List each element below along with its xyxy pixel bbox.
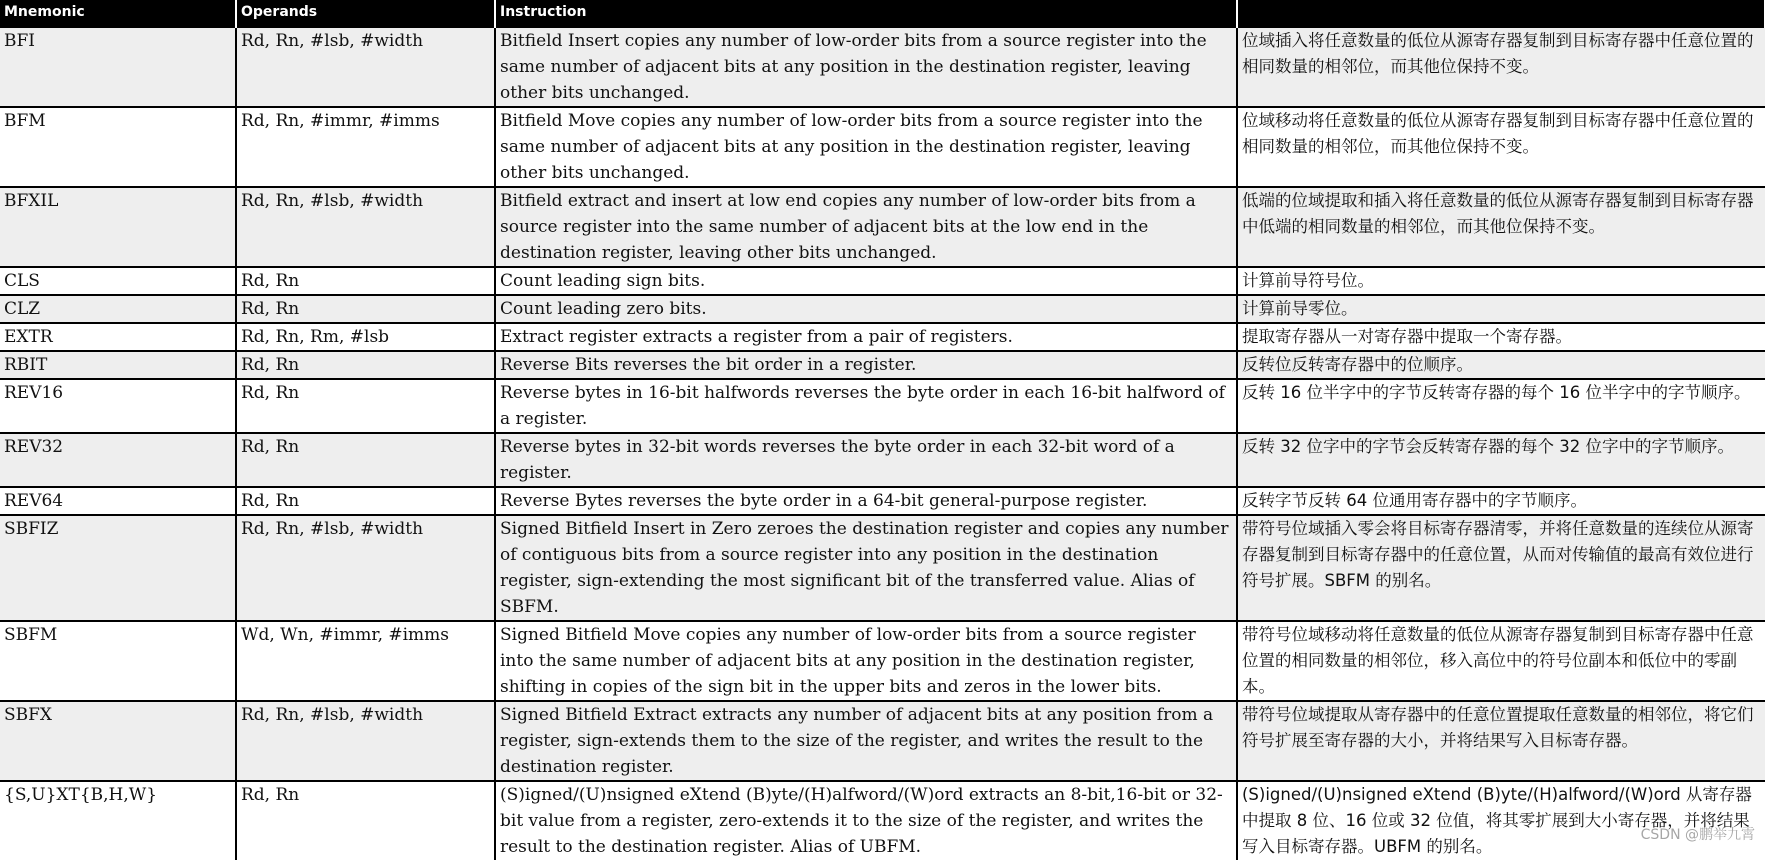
mnemonic-cell: SBFM <box>0 621 236 701</box>
header-mnemonic: Mnemonic <box>0 0 236 27</box>
translation-cell: 反转字节反转 64 位通用寄存器中的字节顺序。 <box>1237 487 1765 515</box>
instruction-cell: Reverse Bytes reverses the byte order in a 64-bit general-purpose register. <box>495 487 1237 515</box>
operands-cell: Rd, Rn, #lsb, #width <box>236 701 495 781</box>
table-row <box>0 27 1765 107</box>
instruction-cell: Extract register extracts a register from a pair of registers. <box>495 323 1237 351</box>
table-row <box>0 351 1765 379</box>
table-row <box>0 701 1765 781</box>
table-row <box>0 621 1765 701</box>
table-row <box>0 267 1765 295</box>
mnemonic-cell: BFM <box>0 107 236 187</box>
translation-cell: (S)igned/(U)nsigned eXtend (B)yte/(H)alfword/(W)ord 从寄存器中提取 8 位、16 位或 32 位值，将其零扩展到大小寄存器，并将结果写入目标寄存器。UBFM 的别名。 <box>1237 781 1765 860</box>
mnemonic-cell: EXTR <box>0 323 236 351</box>
operands-cell: Rd, Rn <box>236 295 495 323</box>
table-row <box>0 487 1765 515</box>
watermark: CSDN @鹏举九霄 <box>1640 827 1755 843</box>
table-row <box>0 295 1765 323</box>
operands-cell: Rd, Rn <box>236 267 495 295</box>
instruction-cell: Reverse bytes in 32-bit words reverses the byte order in each 32-bit word of a register. <box>495 433 1237 487</box>
mnemonic-cell: CLS <box>0 267 236 295</box>
translation-cell: 低端的位域提取和插入将任意数量的低位从源寄存器复制到目标寄存器中低端的相同数量的相邻位，而其他位保持不变。 <box>1237 187 1765 267</box>
table-row <box>0 515 1765 621</box>
mnemonic-cell: REV32 <box>0 433 236 487</box>
translation-cell: 带符号位域提取从寄存器中的任意位置提取任意数量的相邻位，将它们符号扩展至寄存器的大小，并将结果写入目标寄存器。 <box>1237 701 1765 781</box>
translation-cell: 位域插入将任意数量的低位从源寄存器复制到目标寄存器中任意位置的相同数量的相邻位，而其他位保持不变。 <box>1237 27 1765 107</box>
instruction-cell: Reverse Bits reverses the bit order in a register. <box>495 351 1237 379</box>
operands-cell: Rd, Rn, Rm, #lsb <box>236 323 495 351</box>
instruction-cell: Signed Bitfield Move copies any number of low-order bits from a source register into the same number of adjacent bits at any position in the destination register, shifting in copies of the sign bit in the upper bits and zeros in the lower bits. <box>495 621 1237 701</box>
operands-cell: Rd, Rn <box>236 433 495 487</box>
operands-cell: Rd, Rn, #lsb, #width <box>236 27 495 107</box>
operands-cell: Rd, Rn <box>236 379 495 433</box>
mnemonic-cell: BFI <box>0 27 236 107</box>
operands-cell: Rd, Rn, #immr, #imms <box>236 107 495 187</box>
table-row <box>0 433 1765 487</box>
mnemonic-cell: RBIT <box>0 351 236 379</box>
instruction-cell: Bitfield Insert copies any number of low-order bits from a source register into the same number of adjacent bits at any position in the destination register, leaving other bits unchanged. <box>495 27 1237 107</box>
table-row <box>0 323 1765 351</box>
instruction-cell: (S)igned/(U)nsigned eXtend (B)yte/(H)alfword/(W)ord extracts an 8-bit,16-bit or 32-bit value from a register, zero-extends it to the size of the register, and writes the result to the destination register. Alias of UBFM. <box>495 781 1237 860</box>
mnemonic-cell: SBFX <box>0 701 236 781</box>
operands-cell: Wd, Wn, #immr, #imms <box>236 621 495 701</box>
mnemonic-cell: SBFIZ <box>0 515 236 621</box>
translation-cell: 带符号位域移动将任意数量的低位从源寄存器复制到目标寄存器中任意位置的相同数量的相邻位，移入高位中的符号位副本和低位中的零副本。 <box>1237 621 1765 701</box>
mnemonic-cell: REV16 <box>0 379 236 433</box>
translation-cell: 提取寄存器从一对寄存器中提取一个寄存器。 <box>1237 323 1765 351</box>
instruction-cell: Count leading sign bits. <box>495 267 1237 295</box>
instruction-cell: Bitfield extract and insert at low end copies any number of low-order bits from a source register into the same number of adjacent bits at the low end in the destination register, leaving other bits unchanged. <box>495 187 1237 267</box>
mnemonic-cell: REV64 <box>0 487 236 515</box>
operands-cell: Rd, Rn <box>236 781 495 860</box>
header-instruction: Instruction <box>495 0 1237 27</box>
instruction-cell: Signed Bitfield Insert in Zero zeroes the destination register and copies any number of contiguous bits from a source register into any position in the destination register, sign-extending the most significant bit of the transferred value. Alias of SBFM. <box>495 515 1237 621</box>
translation-cell: 反转 32 位字中的字节会反转寄存器的每个 32 位字中的字节顺序。 <box>1237 433 1765 487</box>
operands-cell: Rd, Rn <box>236 351 495 379</box>
translation-cell: 反转 16 位半字中的字节反转寄存器的每个 16 位半字中的字节顺序。 <box>1237 379 1765 433</box>
operands-cell: Rd, Rn <box>236 487 495 515</box>
mnemonic-cell: BFXIL <box>0 187 236 267</box>
table-row <box>0 107 1765 187</box>
mnemonic-cell: {S,U}XT{B,H,W} <box>0 781 236 860</box>
table-row <box>0 187 1765 267</box>
table-row <box>0 781 1765 860</box>
instruction-cell: Signed Bitfield Extract extracts any number of adjacent bits at any position from a register, sign-extends them to the size of the register, and writes the result to the destination register. <box>495 701 1237 781</box>
translation-cell: 位域移动将任意数量的低位从源寄存器复制到目标寄存器中任意位置的相同数量的相邻位，而其他位保持不变。 <box>1237 107 1765 187</box>
instruction-cell: Reverse bytes in 16-bit halfwords reverses the byte order in each 16-bit halfword of a register. <box>495 379 1237 433</box>
mnemonic-cell: CLZ <box>0 295 236 323</box>
header-translation <box>1237 0 1765 27</box>
translation-cell: 反转位反转寄存器中的位顺序。 <box>1237 351 1765 379</box>
translation-cell: 带符号位域插入零会将目标寄存器清零，并将任意数量的连续位从源寄存器复制到目标寄存器中的任意位置，从而对传输值的最高有效位进行符号扩展。SBFM 的别名。 <box>1237 515 1765 621</box>
header-operands: Operands <box>236 0 495 27</box>
instruction-cell: Count leading zero bits. <box>495 295 1237 323</box>
translation-cell: 计算前导符号位。 <box>1237 267 1765 295</box>
table-row <box>0 379 1765 433</box>
operands-cell: Rd, Rn, #lsb, #width <box>236 187 495 267</box>
table-body <box>0 27 1765 860</box>
translation-cell: 计算前导零位。 <box>1237 295 1765 323</box>
instruction-cell: Bitfield Move copies any number of low-order bits from a source register into the same number of adjacent bits at any position in the destination register, leaving other bits unchanged. <box>495 107 1237 187</box>
header-row <box>0 0 1765 27</box>
operands-cell: Rd, Rn, #lsb, #width <box>236 515 495 621</box>
